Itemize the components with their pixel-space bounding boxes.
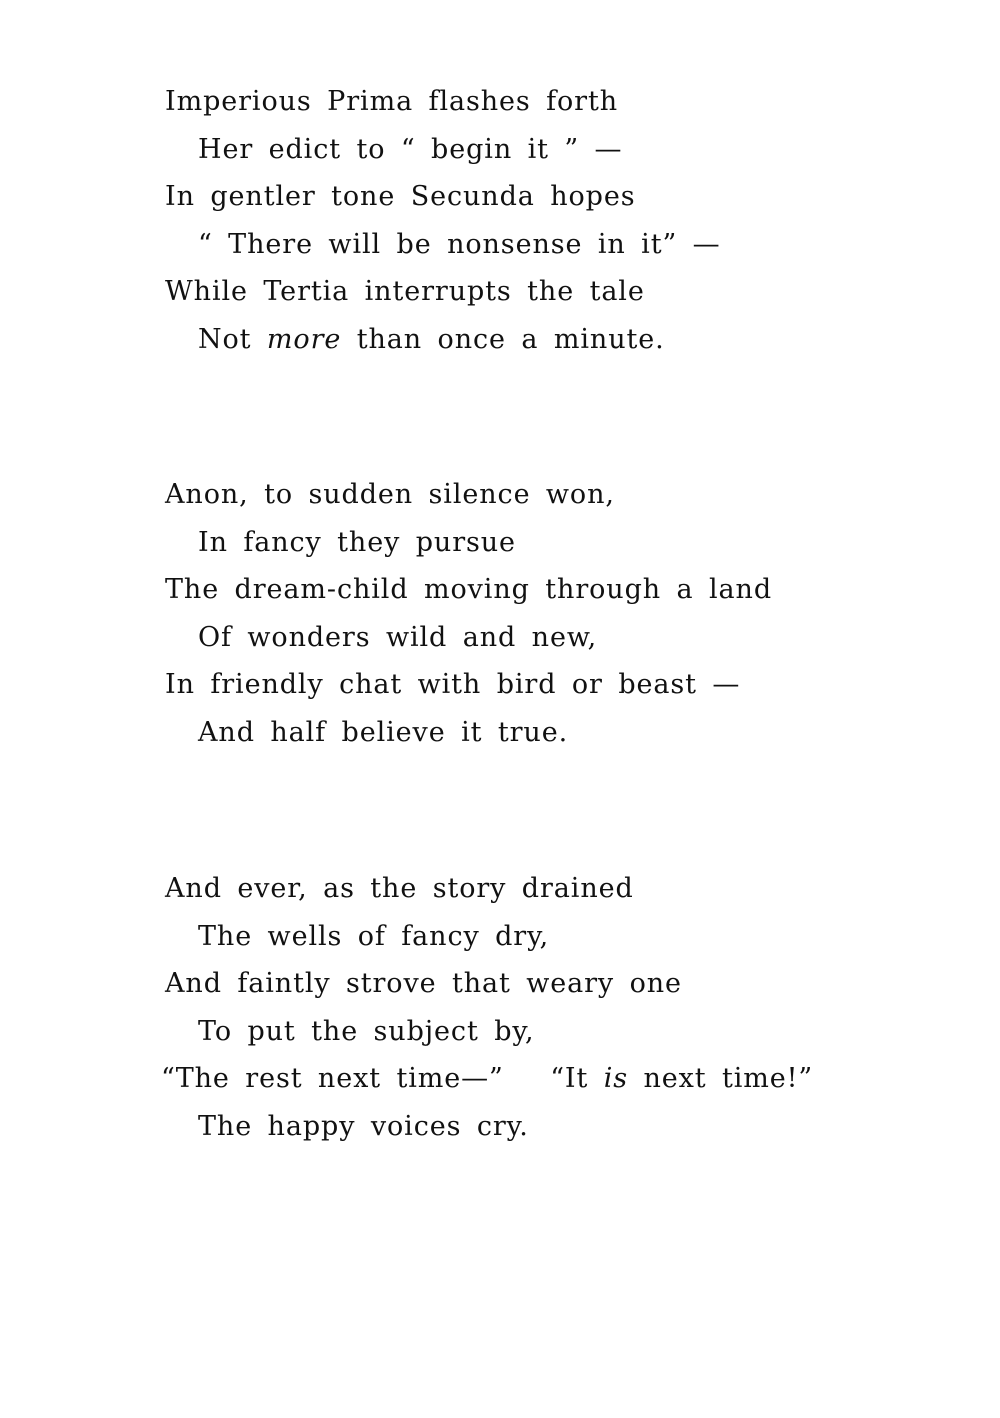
verse-line: While Tertia interrupts the tale bbox=[165, 276, 645, 307]
verse-line-with-emphasis bbox=[165, 316, 925, 364]
verse-line: And ever, as the story drained bbox=[165, 873, 634, 904]
verse-line: And half believe it true. bbox=[198, 716, 569, 748]
verse-line: Imperious Prima flashes forth bbox=[165, 86, 619, 117]
dialogue-quote-1: “The rest next time—” bbox=[161, 1063, 504, 1094]
dialogue-quote-2-start: “It bbox=[550, 1063, 604, 1094]
verse-line: To put the subject by, bbox=[198, 1015, 535, 1047]
emphasized-word: more bbox=[266, 323, 342, 355]
verse-line: Anon, to sudden silence won, bbox=[165, 479, 615, 510]
stanza-1 bbox=[165, 78, 925, 363]
verse-line: In friendly chat with bird or beast — bbox=[165, 669, 741, 700]
stanza-2 bbox=[165, 471, 925, 756]
verse-line: The wells of fancy dry, bbox=[198, 920, 550, 952]
dialogue-quote-2-end: next time!” bbox=[628, 1063, 814, 1094]
verse-line: Of wonders wild and new, bbox=[198, 621, 598, 653]
verse-line: And faintly strove that weary one bbox=[165, 968, 682, 999]
emphasized-word: is bbox=[603, 1063, 628, 1094]
stanza-3 bbox=[161, 865, 925, 1150]
verse-line: The dream-child moving through a land bbox=[165, 574, 773, 605]
verse-line: “ There will be nonsense in it” — bbox=[198, 228, 721, 260]
dialogue-line bbox=[161, 1055, 925, 1103]
verse-line: Her edict to “ begin it ” — bbox=[198, 133, 623, 165]
verse-line: The happy voices cry. bbox=[198, 1110, 529, 1142]
verse-line: In fancy they pursue bbox=[198, 526, 516, 558]
verse-line: In gentler tone Secunda hopes bbox=[165, 181, 636, 212]
verse-text: than once a minute. bbox=[341, 323, 665, 355]
verse-text: Not bbox=[198, 323, 267, 355]
